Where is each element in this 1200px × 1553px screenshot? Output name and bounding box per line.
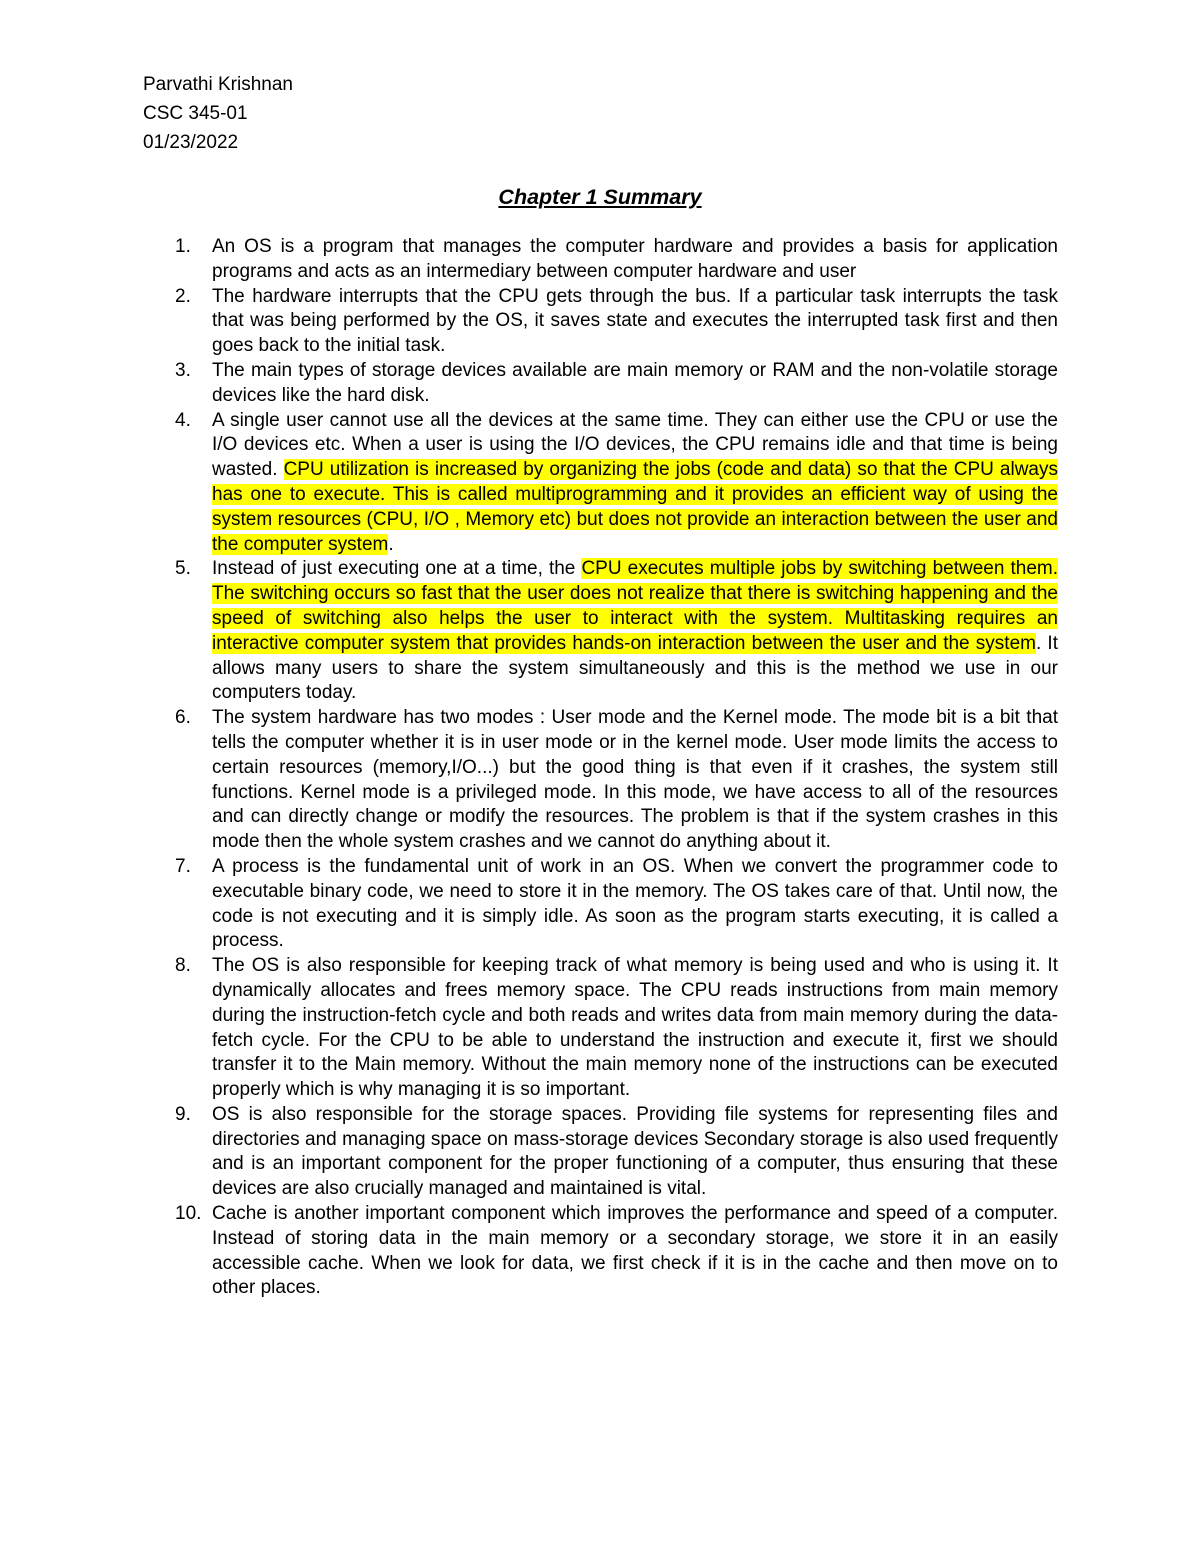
list-item (175, 359, 1058, 409)
text-segment: The system hardware has two modes : User mode and the Kernel mode. The mode bit is a bit that tells the computer whether it is in user mode or in the kernel mode. User mode limits the access to certain resources (memory,I/O...) but the good thing is that even if it crashes, the system still functions. Kernel mode is a privileged mode. In this mode, we have access to all of the resources and can directly change or modify the resources. The problem is that if the system crashes in this mode then the whole system crashes and we cannot do anything about it. (212, 707, 1058, 853)
text-segment: OS is also responsible for the storage spaces. Providing file systems for representing files and directories and managing space on mass-storage devices Secondary storage is also used frequently and is an important component for the proper functioning of a computer, thus ensuring that these devices are also crucially managed and maintained is vital. (212, 1103, 1058, 1200)
author-name: Parvathi Krishnan (143, 74, 293, 95)
text-segment: A process is the fundamental unit of work in an OS. When we convert the programmer code to executable binary code, we need to store it in the memory. The OS takes care of that. Until now, the code is not executing and it is simply idle. As soon as the program starts executing, it is called a process. (212, 855, 1058, 952)
list-item-text (212, 410, 1058, 555)
text-segment: The OS is also responsible for keeping track of what memory is being used and who is using it. It dynamically allocates and frees memory space. The CPU reads instructions from main memory during the instruction-fetch cycle and both reads and writes data from main memory during the data-fetch cycle. For the CPU to be able to understand the instruction and execute it, first we should transfer it to the Main memory. Without the main memory none of the instructions can be executed properly which is why managing it is so important. (212, 955, 1058, 1101)
list-item (175, 954, 1058, 1103)
text-segment: A single user cannot use all the devices at the same time. They can either use the CPU or use the I/O devices etc. When a user is using the I/O devices, the CPU remains idle and that time is being wasted. (212, 409, 1058, 481)
list-item-text (212, 955, 1058, 1100)
list-item-number: 3. (175, 359, 191, 381)
list-item-text (212, 360, 1058, 406)
list-item (175, 1202, 1058, 1301)
list-item-number: 6. (175, 707, 191, 729)
text-segment: The main types of storage devices available are main memory or RAM and the non-volatile storage devices like the hard disk. (212, 359, 1058, 406)
highlighted-text: CPU utilization is increased by organizing the jobs (code and data) so that the CPU always has one to execute. This is called multiprogramming and it provides an efficient way of using the system resources (CPU, I/O , Memory etc) but does not provide an interaction between the user and the computer system (212, 459, 1059, 555)
list-item-number: 1. (175, 236, 191, 257)
document-header (143, 70, 293, 157)
list-item (175, 285, 1058, 359)
text-segment: . It allows many users to share the system simultaneously and this is the method we use in our computers today. (212, 632, 1058, 704)
list-item-text (212, 236, 1058, 282)
list-item (175, 409, 1058, 558)
text-segment: Instead of just executing one at a time, the (212, 558, 582, 580)
text-segment: The hardware interrupts that the CPU gets through the bus. If a particular task interrupts the task that was being performed by the OS, it saves state and executes the interrupted task first and then goes back to the initial task. (212, 285, 1058, 357)
list-item (175, 855, 1058, 954)
text-segment: An OS is a program that manages the computer hardware and provides a basis for application programs and acts as an intermediary between computer hardware and user (212, 236, 1058, 282)
list-item-number: 9. (175, 1103, 191, 1125)
document-date: 01/23/2022 (143, 132, 239, 153)
list-item-number: 2. (175, 285, 191, 307)
list-item-number: 5. (175, 558, 191, 580)
list-item (175, 557, 1058, 706)
list-item-text (212, 707, 1058, 852)
highlighted-text: CPU executes multiple jobs by switching between them. The switching occurs so fast that the user does not realize that there is switching happening and the speed of switching also helps the user to interact with the system. Multitasking requires an interactive computer system that provides hands-on interaction between the user and the system (212, 558, 1058, 654)
summary-list (175, 235, 1058, 1301)
text-segment: . (388, 533, 394, 555)
list-item (175, 235, 1058, 285)
list-item-number: 10. (175, 1203, 202, 1225)
list-item-text (212, 1104, 1058, 1199)
list-item-number: 8. (175, 955, 191, 977)
list-item-number: 7. (175, 855, 191, 877)
list-item-text (212, 286, 1058, 357)
list-item-text (212, 1203, 1058, 1298)
list-item (175, 1103, 1058, 1202)
list-item-text (212, 558, 1058, 703)
text-segment: Cache is another important component which improves the performance and speed of a computer. Instead of storing data in the main memory or a secondary storage, we store it in an easily accessible cache. When we look for data, we first check if it is in the cache and then move on to other places. (212, 1203, 1058, 1299)
list-item (175, 706, 1058, 855)
course-code: CSC 345-01 (143, 103, 248, 124)
list-item-number: 4. (175, 409, 191, 431)
list-item-text (212, 856, 1058, 951)
page-title: Chapter 1 Summary (498, 185, 702, 209)
